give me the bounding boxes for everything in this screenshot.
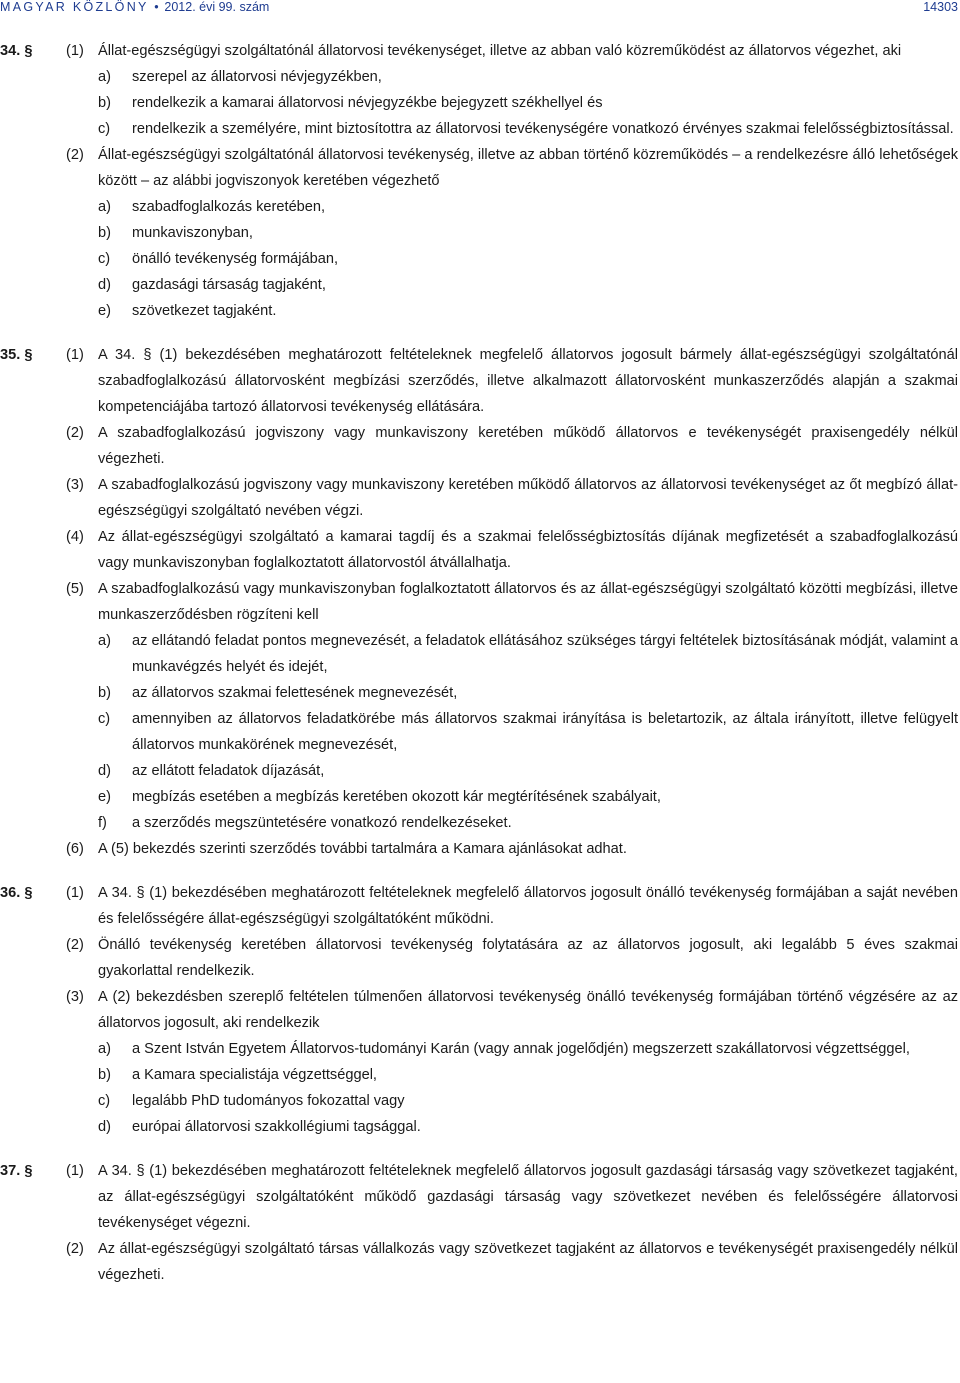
paragraph-text: A 34. § (1) bekezdésében meghatározott feltételeknek megfelelő állatorvos jogosult önálló tevékenység formájában a saját nevében és felelősségére állat-egészségügyi szolgáltatóként működni. [98,885,958,927]
list-item [0,220,958,246]
item-text: gazdasági társaság tagjaként, [132,277,326,293]
paragraph-text: A szabadfoglalkozású jogviszony vagy munkaviszony keretében működő állatorvos az állatorvosi tevékenységet az őt megbízó állat-egészségügyi szolgáltató nevében végzi. [98,477,958,519]
list-item [0,246,958,272]
header-bullet: • [154,0,159,14]
item-letter: b) [98,225,111,241]
paragraph [0,420,958,472]
paragraph-number: (6) [66,841,84,857]
item-text: szabadfoglalkozás keretében, [132,199,326,215]
list-item [0,706,958,758]
item-letter: d) [98,763,111,779]
paragraph [0,38,958,64]
item-letter: e) [98,303,111,319]
item-letter: c) [98,711,111,727]
paragraph-text: Állat-egészségügyi szolgáltatónál állatorvosi tevékenységet, illetve az abban való közreműködést az állatorvos végezhet, aki [98,43,902,59]
list-item [0,784,958,810]
paragraph [0,932,958,984]
section-35 [0,342,958,862]
section-number: 36. § [0,885,33,901]
header-publication-line [0,0,269,14]
list-item [0,272,958,298]
section-36 [0,880,958,1140]
item-text: a Szent István Egyetem Állatorvos-tudományi Karán (vagy annak jogelődjén) megszerzett szakállatorvosi végzettséggel, [132,1041,910,1057]
paragraph-text: Az állat-egészségügyi szolgáltató a kamarai tagdíj és a szakmai felelősségbiztosítás díjának megfizetését a szabadfoglalkozású vagy munkaviszonyban foglalkoztatott állatorvostól átvállalhatja. [98,529,958,571]
list-item [0,810,958,836]
item-text: rendelkezik a kamarai állatorvosi névjegyzékbe bejegyzett székhellyel és [132,95,603,111]
item-text: az ellátott feladatok díjazását, [132,763,325,779]
item-letter: c) [98,251,111,267]
paragraph-text: A szabadfoglalkozású vagy munkaviszonyban foglalkoztatott állatorvos és az állat-egészségügyi szolgáltató közötti megbízási, illetve munkaszerződésben rögzíteni kell [98,581,958,623]
paragraph-number: (3) [66,477,84,493]
paragraph [0,836,958,862]
list-item [0,1036,958,1062]
list-item [0,628,958,680]
paragraph-text: A (5) bekezdés szerinti szerződés további tartalmára a Kamara ajánlásokat adhat. [98,841,627,857]
legal-text [0,38,958,1288]
paragraph-number: (2) [66,937,84,953]
paragraph [0,1236,958,1288]
section-number: 37. § [0,1163,33,1179]
item-letter: c) [98,1093,111,1109]
paragraph-number: (1) [66,347,84,363]
paragraph-number: (4) [66,529,84,545]
item-text: munkaviszonyban, [132,225,253,241]
item-text: legalább PhD tudományos fokozattal vagy [132,1093,405,1109]
issue-label: 2012. évi 99. szám [164,0,270,14]
paragraph-text: Állat-egészségügyi szolgáltatónál állatorvosi tevékenység, illetve az abban történő közreműködés – a rendelkezésre álló lehetőségek között – az alábbi jogviszonyok keretében végezhető [98,147,958,189]
item-text: szövetkezet tagjaként. [132,303,277,319]
list-item [0,758,958,784]
item-letter: a) [98,69,111,85]
list-item [0,194,958,220]
paragraph-number: (2) [66,1241,84,1257]
item-letter: d) [98,277,111,293]
item-letter: b) [98,95,111,111]
item-letter: f) [98,815,107,831]
paragraph-number: (3) [66,989,84,1005]
item-text: európai állatorvosi szakkollégiumi tagsággal. [132,1119,421,1135]
item-text: a szerződés megszüntetésére vonatkozó rendelkezéseket. [132,815,512,831]
paragraph-text: Önálló tevékenység keretében állatorvosi tevékenység folytatására az az állatorvos jogosult, aki legalább 5 éves szakmai gyakorlattal rendelkezik. [98,937,958,979]
paragraph [0,472,958,524]
paragraph-number: (1) [66,43,84,59]
paragraph-number: (2) [66,425,84,441]
paragraph [0,576,958,628]
list-item [0,1114,958,1140]
paragraph [0,880,958,932]
list-item [0,1062,958,1088]
item-letter: c) [98,121,111,137]
paragraph-text: Az állat-egészségügyi szolgáltató társas vállalkozás vagy szövetkezet tagjaként az állatorvos e tevékenységét praxisengedély nélkül végezheti. [98,1241,958,1283]
item-text: önálló tevékenység formájában, [132,251,339,267]
paragraph [0,524,958,576]
section-number: 35. § [0,347,33,363]
list-item [0,298,958,324]
item-text: a Kamara specialistája végzettséggel, [132,1067,377,1083]
section-number: 34. § [0,43,33,59]
item-text: szerepel az állatorvosi névjegyzékben, [132,69,382,85]
paragraph-number: (5) [66,581,84,597]
item-text: megbízás esetében a megbízás keretében okozott kár megtérítésének szabályait, [132,789,661,805]
item-letter: a) [98,1041,111,1057]
paragraph-number: (1) [66,1163,84,1179]
item-text: az állatorvos szakmai felettesének megnevezését, [132,685,458,701]
item-text: rendelkezik a személyére, mint biztosítottra az állatorvosi tevékenységére vonatkozó érvényes szakmai felelősségbiztosítással. [132,121,954,137]
page-header [0,0,960,18]
paragraph [0,142,958,194]
section-37 [0,1158,958,1288]
paragraph [0,984,958,1036]
item-letter: a) [98,633,111,649]
list-item [0,116,958,142]
list-item [0,1088,958,1114]
paragraph [0,1158,958,1236]
paragraph-number: (1) [66,885,84,901]
list-item [0,680,958,706]
paragraph-text: A (2) bekezdésben szereplő feltételen túlmenően állatorvosi tevékenység önálló tevékenység formájában történő végzésére az az állatorvos jogosult, aki rendelkezik [98,989,958,1031]
list-item [0,64,958,90]
item-letter: e) [98,789,111,805]
item-letter: d) [98,1119,111,1135]
item-text: amennyiben az állatorvos feladatkörébe más állatorvos szakmai irányítása is beletartozik, az általa irányított, illetve felügyelt állatorvos munkakörének megnevezését, [132,711,958,753]
section-34 [0,38,958,324]
item-letter: b) [98,1067,111,1083]
paragraph-text: A 34. § (1) bekezdésében meghatározott feltételeknek megfelelő állatorvos jogosult gazdasági társaság vagy szövetkezet tagjaként, az állat-egészségügyi szolgáltatóként működő gazdasági társaság vagy szövetkezet nevében és felelősségére állatorvosi tevékenységet végezni. [98,1163,958,1231]
paragraph [0,342,958,420]
page-number: 14303 [923,0,958,14]
publication-title: MAGYAR KÖZLÖNY [0,0,149,14]
paragraph-text: A 34. § (1) bekezdésében meghatározott feltételeknek megfelelő állatorvos jogosult bármely állat-egészségügyi szolgáltatónál szabadfoglalkozású állatorvosként megbízási szerződés, illetve alkalmazott állatorvosként munkaszerződés alapján a szakmai kompetenciájába tartozó állatorvosi tevékenység ellátására. [98,347,958,415]
paragraph-number: (2) [66,147,84,163]
paragraph-text: A szabadfoglalkozású jogviszony vagy munkaviszony keretében működő állatorvos e tevékenységét praxisengedély nélkül végezheti. [98,425,958,467]
item-letter: b) [98,685,111,701]
list-item [0,90,958,116]
item-text: az ellátandó feladat pontos megnevezését, a feladatok ellátásához szükséges tárgyi feltételek biztosításának módját, valamint a munkavégzés helyét és idejét, [132,633,958,675]
item-letter: a) [98,199,111,215]
